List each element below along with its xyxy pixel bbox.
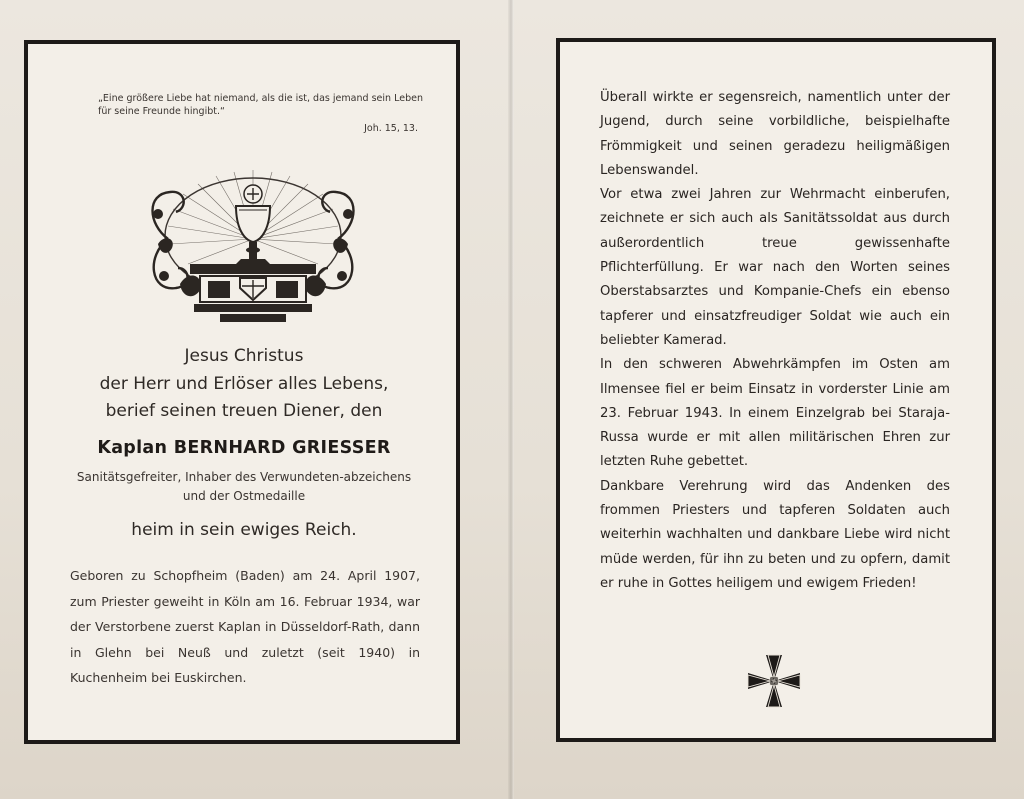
erloeser-line: der Herr und Erlöser alles Lebens, [99,374,389,394]
bible-reference: Joh. 15, 13. [364,123,418,134]
tribute-paragraph: Dankbare Verehrung wird das Andenken des frommen Priesters und tapferen Soldaten auch weiterhin wachhalten und dankbare Liebe wird nicht müde werden, für ihn zu beten und zu opfern, damit er ruhe in Gottes heiligem und ewigem Frieden! [600,478,950,591]
right-panel [556,38,996,742]
tribute-text [600,86,950,596]
card-fold [508,0,514,799]
name-prefix: Kaplan [97,438,168,458]
name-full: BERNHARD GRIESSER [173,438,391,458]
berief-line: berief seinen treuen Diener, den [105,401,383,421]
left-panel [24,40,460,744]
iron-cross-icon [744,651,804,711]
tribute-paragraph: In den schweren Abwehrkämpfen im Osten am Ilmensee fiel er beim Einsatz in vorderster Linie am 23. Februar 1943. In einem Einzelgrab bei Staraja-Russa wurde er mit allen militärischen Ehren zur letzten Ruhe gebettet. [600,357,950,470]
rank-description: Sanitätsgefreiter, Inhaber des Verwundeten-abzeichens und der Ostmedaille [76,470,412,503]
bible-motto: „Eine größere Liebe hat niemand, als die ist, das jemand sein Leben für seine Freunde hingibt.“ [98,93,423,117]
tribute-paragraph: Überall wirkte er segensreich, namentlich unter der Jugend, durch seine vorbildliche, beispielhafte Frömmigkeit und seinen geradezu heiligmäßigen Lebenswandel. [600,90,950,178]
heim-line: heim in sein ewiges Reich. [131,520,357,540]
jesus-christus-line: Jesus Christus [184,346,304,366]
biography: Geboren zu Schopfheim (Baden) am 24. April 1907, zum Priester geweiht in Köln am 16. Februar 1934, war der Verstorbene zuerst Kaplan in Düsseldorf-Rath, dann in Glehn bei Neuß und zuletzt (seit 1940) in Kuchenheim bei Euskirchen. [70,568,420,685]
deceased-name [64,438,424,458]
tribute-paragraph: Vor etwa zwei Jahren zur Wehrmacht einberufen, zeichnete er sich auch als Sanitätssoldat aus durch außerordentlich treue gewissenhafte Pflichterfüllung. Er war nach den Worten seines Oberstabsarztes und Kompanie-Chefs ein ebenso tapferer und einsatzfreudiger Soldat wie auch ein beliebter Kamerad. [600,187,950,348]
chalice-with-rays-emblem-icon [128,164,378,329]
